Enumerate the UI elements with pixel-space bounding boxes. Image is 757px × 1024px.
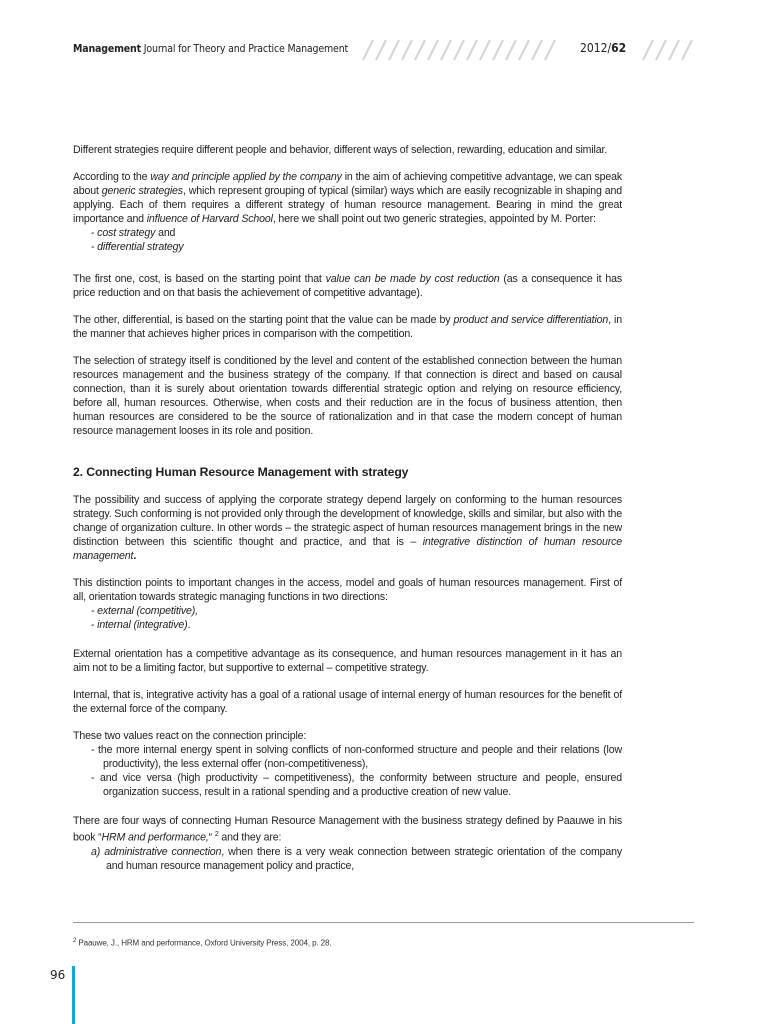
footnote-rule: [73, 922, 694, 923]
paragraph: The possibility and success of applying the corporate strategy depend largely on conforming to the human resources strategy. Such conforming is not provided only through the development of knowledge, skills and similar, but also with the change of organization culture. In other words – the strategic aspect of human resources management brings in the new distinction between this scientific thought and practice, and that is – integrative distinction of human resource management.: [73, 494, 622, 562]
paragraph: This distinction points to important changes in the access, model and goals of human resources management. First of all, orientation towards strategic managing functions in two directions:: [73, 577, 622, 603]
footnote-marker: 2: [73, 938, 77, 944]
paragraph: The selection of strategy itself is conditioned by the level and content of the established connection between the human resources management and the business strategy of the company. If that connection is direct and based on causal connection, than it is surely about orientation towards differential strategic option and relying on resource efficiency, before all, human resources. Otherwise, when costs and their reduction are in the focus of business attention, then human resources are considered to be the source of rationalization and in that case the modern concept of human resource management looses in its role and position.: [73, 355, 622, 437]
list-item: - external (competitive),: [91, 605, 198, 617]
list-item: - and vice versa (high productivity – competitiveness), the conformity between structure and people, ensured organization success, result in a rational spending and a productive creation of new value.: [91, 772, 622, 798]
header-stripes-decoration-right: [639, 39, 693, 61]
italic-phrase: way and principle applied by the company: [150, 171, 342, 183]
paragraph: These two values react on the connection principle:: [73, 730, 307, 742]
italic-phrase: generic strategies: [101, 185, 183, 197]
paragraph: External orientation has a competitive advantage as its consequence, and human resources management in it has an aim not to be a limiting factor, but supportive to external – competitive strategy.: [73, 648, 622, 674]
issue-page: 62: [611, 41, 627, 55]
list-item: - differential strategy: [91, 241, 184, 253]
journal-name: Management: [73, 42, 141, 55]
page-accent-bar: [72, 966, 75, 1024]
list-item: - the more internal energy spent in solving conflicts of non-conformed structure and people and their relations (low productivity), the less external offer (non-competitiveness),: [91, 744, 622, 770]
list-item: - cost strategy and: [91, 227, 176, 239]
paragraph: According to the way and principle applied by the company in the aim of achieving competitive advantage, we can speak about generic strategies, which represent grouping of typical (similar) ways which are easily recognizable in shaping and applying. Each of them requires a different strategy of human resource management. Bearing in mind the great importance and influence of Harvard School, here we shall point out two generic strategies, appointed by M. Porter:: [73, 171, 622, 225]
paragraph: The other, differential, is based on the starting point that the value can be made by product and service differentiation, in the manner that achieves higher prices in comparison with the competition.: [73, 314, 622, 340]
issue-year: 2012/: [580, 41, 612, 55]
section-heading: 2. Connecting Human Resource Management with strategy: [73, 465, 409, 479]
paragraph: Internal, that is, integrative activity has a goal of a rational usage of internal energy of human resources for the benefit of the external force of the company.: [73, 689, 622, 715]
journal-title: [73, 42, 348, 55]
list-item: - internal (integrative).: [91, 619, 191, 631]
paragraph: The first one, cost, is based on the starting point that value can be made by cost reduction (as a consequence it has price reduction and on that basis the achievement of competitive advantage).: [73, 273, 622, 299]
running-header: [73, 34, 693, 64]
italic-phrase: HRM and performance,: [101, 831, 209, 844]
issue-label: [580, 41, 626, 55]
italic-phrase: integrative distinction of human resource management: [73, 536, 622, 562]
italic-phrase: product and service differentiation: [453, 314, 609, 326]
page-number: 96: [50, 968, 66, 982]
paragraph: Different strategies require different people and behavior, different ways of selection, rewarding, education and similar.: [73, 144, 608, 156]
paragraph: There are four ways of connecting Human Resource Management with the business strategy defined by Paauwe in his book “HRM and performance,“ $^2$ and they are:: [73, 815, 622, 844]
list-item: a) administrative connection, when there is a very weak connection between strategic orientation of the company and human resource management policy and practice,: [91, 845, 622, 872]
italic-phrase: influence of Harvard School: [146, 213, 273, 225]
article-body: [73, 143, 622, 873]
header-stripes-decoration: [359, 39, 565, 61]
footnote-reference: 2: [214, 831, 219, 838]
footnote: [73, 938, 332, 948]
footnote-text: Paauwe, J., HRM and performance, Oxford University Press, 2004, p. 28.: [76, 938, 332, 948]
italic-phrase: value can be made by cost reduction: [325, 273, 500, 285]
journal-subtitle: Journal for Theory and Practice Management: [140, 42, 349, 55]
